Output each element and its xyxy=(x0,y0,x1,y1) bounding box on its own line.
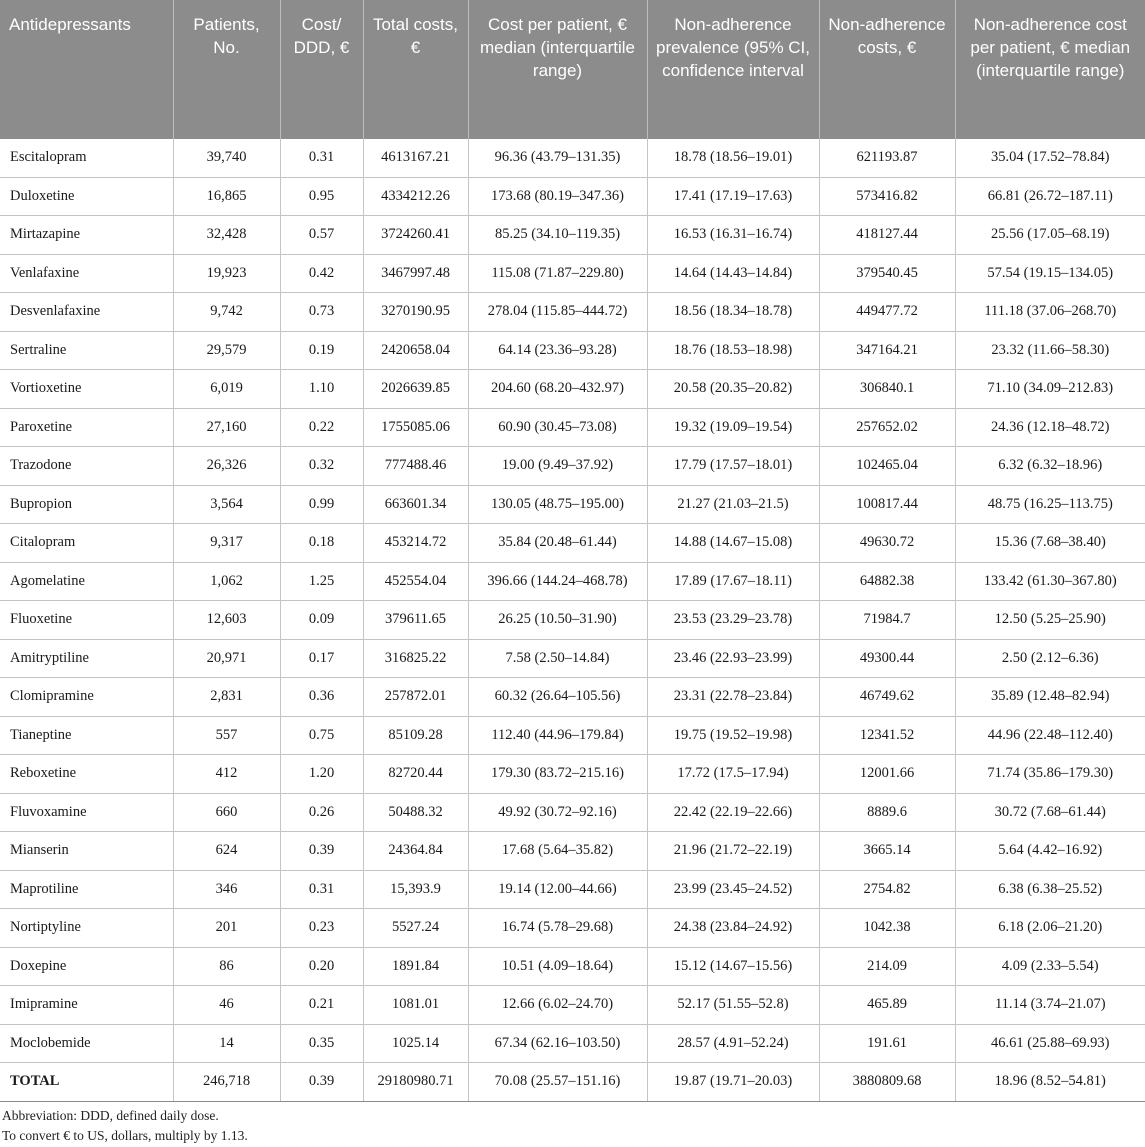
footnote-abbreviation: Abbreviation: DDD, defined daily dose. xyxy=(2,1108,219,1123)
non-adherence-costs-cell: 49300.44 xyxy=(819,639,955,678)
non-adherence-costs-cell: 46749.62 xyxy=(819,678,955,717)
prevalence-cell: 18.56 (18.34–18.78) xyxy=(647,293,819,332)
drug-name-cell: Desvenlafaxine xyxy=(0,293,173,332)
table-row xyxy=(0,678,1145,717)
drug-name-cell: Maprotiline xyxy=(0,870,173,909)
table-row xyxy=(0,447,1145,486)
patients-cell: 19,923 xyxy=(173,254,280,293)
col-header-cost-per-ddd: Cost/ DDD, € xyxy=(280,0,363,139)
drug-name-cell: Mirtazapine xyxy=(0,216,173,255)
table-row xyxy=(0,947,1145,986)
non-adherence-costs-cell: 379540.45 xyxy=(819,254,955,293)
non-adherence-cost-per-patient-cell: 48.75 (16.25–113.75) xyxy=(955,485,1145,524)
cost-per-patient-cell: 204.60 (68.20–432.97) xyxy=(468,370,647,409)
cost-per-patient-cell: 26.25 (10.50–31.90) xyxy=(468,601,647,640)
cost-per-patient-cell: 19.14 (12.00–44.66) xyxy=(468,870,647,909)
total-costs-cell: 15,393.9 xyxy=(363,870,468,909)
total-costs-cell: 663601.34 xyxy=(363,485,468,524)
drug-name-cell: TOTAL xyxy=(0,1063,173,1102)
non-adherence-cost-per-patient-cell: 35.04 (17.52–78.84) xyxy=(955,139,1145,177)
cost-per-ddd-cell: 0.73 xyxy=(280,293,363,332)
footnote-conversion: To convert € to US, dollars, multiply by 1.13. xyxy=(2,1128,248,1143)
non-adherence-costs-cell: 1042.38 xyxy=(819,909,955,948)
non-adherence-cost-per-patient-cell: 111.18 (37.06–268.70) xyxy=(955,293,1145,332)
table-row xyxy=(0,216,1145,255)
cost-per-ddd-cell: 0.17 xyxy=(280,639,363,678)
cost-per-ddd-cell: 0.42 xyxy=(280,254,363,293)
non-adherence-costs-cell: 214.09 xyxy=(819,947,955,986)
drug-name-cell: Duloxetine xyxy=(0,177,173,216)
total-costs-cell: 379611.65 xyxy=(363,601,468,640)
table-row xyxy=(0,331,1145,370)
drug-name-cell: Tianeptine xyxy=(0,716,173,755)
table-row xyxy=(0,755,1145,794)
total-costs-cell: 29180980.71 xyxy=(363,1063,468,1102)
prevalence-cell: 17.79 (17.57–18.01) xyxy=(647,447,819,486)
non-adherence-costs-cell: 12001.66 xyxy=(819,755,955,794)
table-row xyxy=(0,139,1145,177)
total-costs-cell: 1081.01 xyxy=(363,986,468,1025)
total-costs-cell: 2026639.85 xyxy=(363,370,468,409)
col-header-antidepressants: Antidepressants xyxy=(0,0,173,139)
patients-cell: 26,326 xyxy=(173,447,280,486)
total-costs-cell: 1025.14 xyxy=(363,1024,468,1063)
cost-per-patient-cell: 12.66 (6.02–24.70) xyxy=(468,986,647,1025)
cost-per-patient-cell: 115.08 (71.87–229.80) xyxy=(468,254,647,293)
prevalence-cell: 21.96 (21.72–22.19) xyxy=(647,832,819,871)
cost-per-ddd-cell: 0.20 xyxy=(280,947,363,986)
non-adherence-costs-cell: 2754.82 xyxy=(819,870,955,909)
non-adherence-costs-cell: 12341.52 xyxy=(819,716,955,755)
total-costs-cell: 2420658.04 xyxy=(363,331,468,370)
patients-cell: 557 xyxy=(173,716,280,755)
drug-name-cell: Fluvoxamine xyxy=(0,793,173,832)
cost-per-ddd-cell: 0.99 xyxy=(280,485,363,524)
prevalence-cell: 17.89 (17.67–18.11) xyxy=(647,562,819,601)
cost-per-ddd-cell: 0.35 xyxy=(280,1024,363,1063)
prevalence-cell: 23.46 (22.93–23.99) xyxy=(647,639,819,678)
non-adherence-costs-cell: 64882.38 xyxy=(819,562,955,601)
drug-name-cell: Paroxetine xyxy=(0,408,173,447)
prevalence-cell: 24.38 (23.84–24.92) xyxy=(647,909,819,948)
prevalence-cell: 28.57 (4.91–52.24) xyxy=(647,1024,819,1063)
drug-name-cell: Vortioxetine xyxy=(0,370,173,409)
non-adherence-costs-cell: 3665.14 xyxy=(819,832,955,871)
total-row xyxy=(0,1063,1145,1102)
col-header-non-adherence-costs: Non-adherence costs, € xyxy=(819,0,955,139)
drug-name-cell: Moclobemide xyxy=(0,1024,173,1063)
patients-cell: 12,603 xyxy=(173,601,280,640)
cost-per-patient-cell: 396.66 (144.24–468.78) xyxy=(468,562,647,601)
table-row xyxy=(0,562,1145,601)
non-adherence-cost-per-patient-cell: 23.32 (11.66–58.30) xyxy=(955,331,1145,370)
non-adherence-costs-cell: 418127.44 xyxy=(819,216,955,255)
patients-cell: 346 xyxy=(173,870,280,909)
patients-cell: 9,742 xyxy=(173,293,280,332)
non-adherence-costs-cell: 347164.21 xyxy=(819,331,955,370)
table-row xyxy=(0,177,1145,216)
non-adherence-cost-per-patient-cell: 25.56 (17.05–68.19) xyxy=(955,216,1145,255)
total-costs-cell: 316825.22 xyxy=(363,639,468,678)
cost-per-ddd-cell: 0.09 xyxy=(280,601,363,640)
non-adherence-cost-per-patient-cell: 5.64 (4.42–16.92) xyxy=(955,832,1145,871)
cost-per-patient-cell: 112.40 (44.96–179.84) xyxy=(468,716,647,755)
patients-cell: 2,831 xyxy=(173,678,280,717)
cost-per-ddd-cell: 0.57 xyxy=(280,216,363,255)
drug-name-cell: Mianserin xyxy=(0,832,173,871)
total-costs-cell: 82720.44 xyxy=(363,755,468,794)
prevalence-cell: 21.27 (21.03–21.5) xyxy=(647,485,819,524)
header-row xyxy=(0,0,1145,139)
patients-cell: 14 xyxy=(173,1024,280,1063)
prevalence-cell: 15.12 (14.67–15.56) xyxy=(647,947,819,986)
non-adherence-costs-cell: 306840.1 xyxy=(819,370,955,409)
patients-cell: 246,718 xyxy=(173,1063,280,1102)
non-adherence-costs-cell: 573416.82 xyxy=(819,177,955,216)
cost-per-patient-cell: 70.08 (25.57–151.16) xyxy=(468,1063,647,1102)
drug-name-cell: Sertraline xyxy=(0,331,173,370)
non-adherence-cost-per-patient-cell: 66.81 (26.72–187.11) xyxy=(955,177,1145,216)
cost-per-patient-cell: 179.30 (83.72–215.16) xyxy=(468,755,647,794)
cost-per-patient-cell: 49.92 (30.72–92.16) xyxy=(468,793,647,832)
non-adherence-cost-per-patient-cell: 30.72 (7.68–61.44) xyxy=(955,793,1145,832)
prevalence-cell: 17.41 (17.19–17.63) xyxy=(647,177,819,216)
cost-per-patient-cell: 64.14 (23.36–93.28) xyxy=(468,331,647,370)
cost-per-ddd-cell: 1.25 xyxy=(280,562,363,601)
non-adherence-cost-per-patient-cell: 71.74 (35.86–179.30) xyxy=(955,755,1145,794)
table-row xyxy=(0,870,1145,909)
patients-cell: 9,317 xyxy=(173,524,280,563)
prevalence-cell: 23.31 (22.78–23.84) xyxy=(647,678,819,717)
cost-per-ddd-cell: 0.36 xyxy=(280,678,363,717)
col-header-non-adherence-prevalence: Non-adherence prevalence (95% CI, confidence interval xyxy=(647,0,819,139)
col-header-non-adherence-cost-per-patient: Non-adherence cost per patient, € median (interquartile range) xyxy=(955,0,1145,139)
cost-per-ddd-cell: 0.39 xyxy=(280,832,363,871)
patients-cell: 6,019 xyxy=(173,370,280,409)
total-costs-cell: 50488.32 xyxy=(363,793,468,832)
non-adherence-costs-cell: 449477.72 xyxy=(819,293,955,332)
non-adherence-cost-per-patient-cell: 24.36 (12.18–48.72) xyxy=(955,408,1145,447)
non-adherence-cost-per-patient-cell: 46.61 (25.88–69.93) xyxy=(955,1024,1145,1063)
cost-per-ddd-cell: 0.22 xyxy=(280,408,363,447)
patients-cell: 32,428 xyxy=(173,216,280,255)
non-adherence-cost-per-patient-cell: 35.89 (12.48–82.94) xyxy=(955,678,1145,717)
drug-name-cell: Venlafaxine xyxy=(0,254,173,293)
patients-cell: 3,564 xyxy=(173,485,280,524)
cost-per-ddd-cell: 0.26 xyxy=(280,793,363,832)
total-costs-cell: 4613167.21 xyxy=(363,139,468,177)
cost-per-patient-cell: 10.51 (4.09–18.64) xyxy=(468,947,647,986)
drug-name-cell: Fluoxetine xyxy=(0,601,173,640)
non-adherence-costs-cell: 71984.7 xyxy=(819,601,955,640)
prevalence-cell: 18.76 (18.53–18.98) xyxy=(647,331,819,370)
cost-per-patient-cell: 16.74 (5.78–29.68) xyxy=(468,909,647,948)
non-adherence-costs-cell: 3880809.68 xyxy=(819,1063,955,1102)
prevalence-cell: 23.53 (23.29–23.78) xyxy=(647,601,819,640)
patients-cell: 20,971 xyxy=(173,639,280,678)
non-adherence-cost-per-patient-cell: 57.54 (19.15–134.05) xyxy=(955,254,1145,293)
drug-name-cell: Escitalopram xyxy=(0,139,173,177)
patients-cell: 86 xyxy=(173,947,280,986)
cost-per-patient-cell: 60.90 (30.45–73.08) xyxy=(468,408,647,447)
patients-cell: 201 xyxy=(173,909,280,948)
table-row xyxy=(0,524,1145,563)
prevalence-cell: 23.99 (23.45–24.52) xyxy=(647,870,819,909)
cost-per-patient-cell: 85.25 (34.10–119.35) xyxy=(468,216,647,255)
table-row xyxy=(0,639,1145,678)
table-row xyxy=(0,832,1145,871)
non-adherence-cost-per-patient-cell: 6.18 (2.06–21.20) xyxy=(955,909,1145,948)
non-adherence-costs-cell: 102465.04 xyxy=(819,447,955,486)
drug-name-cell: Trazodone xyxy=(0,447,173,486)
prevalence-cell: 17.72 (17.5–17.94) xyxy=(647,755,819,794)
prevalence-cell: 18.78 (18.56–19.01) xyxy=(647,139,819,177)
non-adherence-costs-cell: 100817.44 xyxy=(819,485,955,524)
non-adherence-costs-cell: 257652.02 xyxy=(819,408,955,447)
non-adherence-cost-per-patient-cell: 71.10 (34.09–212.83) xyxy=(955,370,1145,409)
cost-per-patient-cell: 67.34 (62.16–103.50) xyxy=(468,1024,647,1063)
cost-per-ddd-cell: 1.20 xyxy=(280,755,363,794)
cost-per-ddd-cell: 0.32 xyxy=(280,447,363,486)
prevalence-cell: 14.88 (14.67–15.08) xyxy=(647,524,819,563)
cost-per-ddd-cell: 0.31 xyxy=(280,139,363,177)
prevalence-cell: 16.53 (16.31–16.74) xyxy=(647,216,819,255)
non-adherence-cost-per-patient-cell: 18.96 (8.52–54.81) xyxy=(955,1063,1145,1102)
total-costs-cell: 257872.01 xyxy=(363,678,468,717)
cost-per-patient-cell: 96.36 (43.79–131.35) xyxy=(468,139,647,177)
cost-per-ddd-cell: 0.18 xyxy=(280,524,363,563)
drug-name-cell: Amitryptiline xyxy=(0,639,173,678)
cost-per-patient-cell: 19.00 (9.49–37.92) xyxy=(468,447,647,486)
total-costs-cell: 4334212.26 xyxy=(363,177,468,216)
patients-cell: 29,579 xyxy=(173,331,280,370)
patients-cell: 16,865 xyxy=(173,177,280,216)
prevalence-cell: 19.87 (19.71–20.03) xyxy=(647,1063,819,1102)
total-costs-cell: 5527.24 xyxy=(363,909,468,948)
table-row xyxy=(0,370,1145,409)
prevalence-cell: 22.42 (22.19–22.66) xyxy=(647,793,819,832)
col-header-cost-per-patient: Cost per patient, € median (interquartile range) xyxy=(468,0,647,139)
drug-name-cell: Nortiptyline xyxy=(0,909,173,948)
drug-name-cell: Clomipramine xyxy=(0,678,173,717)
drug-name-cell: Bupropion xyxy=(0,485,173,524)
cost-per-patient-cell: 130.05 (48.75–195.00) xyxy=(468,485,647,524)
cost-per-ddd-cell: 1.10 xyxy=(280,370,363,409)
total-costs-cell: 1891.84 xyxy=(363,947,468,986)
non-adherence-cost-per-patient-cell: 44.96 (22.48–112.40) xyxy=(955,716,1145,755)
cost-per-patient-cell: 17.68 (5.64–35.82) xyxy=(468,832,647,871)
cost-per-ddd-cell: 0.31 xyxy=(280,870,363,909)
total-costs-cell: 453214.72 xyxy=(363,524,468,563)
table-row xyxy=(0,293,1145,332)
prevalence-cell: 20.58 (20.35–20.82) xyxy=(647,370,819,409)
non-adherence-cost-per-patient-cell: 12.50 (5.25–25.90) xyxy=(955,601,1145,640)
non-adherence-costs-cell: 621193.87 xyxy=(819,139,955,177)
cost-per-ddd-cell: 0.19 xyxy=(280,331,363,370)
drug-name-cell: Citalopram xyxy=(0,524,173,563)
col-header-patients: Patients, No. xyxy=(173,0,280,139)
table-row xyxy=(0,986,1145,1025)
table-row xyxy=(0,1024,1145,1063)
cost-per-ddd-cell: 0.39 xyxy=(280,1063,363,1102)
cost-per-patient-cell: 7.58 (2.50–14.84) xyxy=(468,639,647,678)
prevalence-cell: 19.32 (19.09–19.54) xyxy=(647,408,819,447)
total-costs-cell: 3467997.48 xyxy=(363,254,468,293)
total-costs-cell: 24364.84 xyxy=(363,832,468,871)
non-adherence-cost-per-patient-cell: 15.36 (7.68–38.40) xyxy=(955,524,1145,563)
total-costs-cell: 1755085.06 xyxy=(363,408,468,447)
drug-name-cell: Doxepine xyxy=(0,947,173,986)
patients-cell: 660 xyxy=(173,793,280,832)
non-adherence-costs-cell: 8889.6 xyxy=(819,793,955,832)
patients-cell: 412 xyxy=(173,755,280,794)
non-adherence-cost-per-patient-cell: 133.42 (61.30–367.80) xyxy=(955,562,1145,601)
cost-per-patient-cell: 173.68 (80.19–347.36) xyxy=(468,177,647,216)
non-adherence-cost-per-patient-cell: 4.09 (2.33–5.54) xyxy=(955,947,1145,986)
total-costs-cell: 452554.04 xyxy=(363,562,468,601)
total-costs-cell: 3270190.95 xyxy=(363,293,468,332)
col-header-total-costs: Total costs, € xyxy=(363,0,468,139)
table-row xyxy=(0,485,1145,524)
non-adherence-cost-per-patient-cell: 6.38 (6.38–25.52) xyxy=(955,870,1145,909)
table-row xyxy=(0,254,1145,293)
non-adherence-costs-cell: 465.89 xyxy=(819,986,955,1025)
prevalence-cell: 52.17 (51.55–52.8) xyxy=(647,986,819,1025)
cost-per-ddd-cell: 0.21 xyxy=(280,986,363,1025)
drug-name-cell: Imipramine xyxy=(0,986,173,1025)
prevalence-cell: 19.75 (19.52–19.98) xyxy=(647,716,819,755)
non-adherence-cost-per-patient-cell: 2.50 (2.12–6.36) xyxy=(955,639,1145,678)
patients-cell: 46 xyxy=(173,986,280,1025)
non-adherence-cost-per-patient-cell: 11.14 (3.74–21.07) xyxy=(955,986,1145,1025)
drug-name-cell: Reboxetine xyxy=(0,755,173,794)
patients-cell: 1,062 xyxy=(173,562,280,601)
patients-cell: 27,160 xyxy=(173,408,280,447)
cost-per-patient-cell: 35.84 (20.48–61.44) xyxy=(468,524,647,563)
patients-cell: 624 xyxy=(173,832,280,871)
cost-per-patient-cell: 60.32 (26.64–105.56) xyxy=(468,678,647,717)
non-adherence-costs-cell: 49630.72 xyxy=(819,524,955,563)
non-adherence-cost-per-patient-cell: 6.32 (6.32–18.96) xyxy=(955,447,1145,486)
patients-cell: 39,740 xyxy=(173,139,280,177)
total-costs-cell: 3724260.41 xyxy=(363,216,468,255)
table-row xyxy=(0,793,1145,832)
cost-per-patient-cell: 278.04 (115.85–444.72) xyxy=(468,293,647,332)
non-adherence-costs-cell: 191.61 xyxy=(819,1024,955,1063)
cost-per-ddd-cell: 0.23 xyxy=(280,909,363,948)
total-costs-cell: 777488.46 xyxy=(363,447,468,486)
cost-per-ddd-cell: 0.95 xyxy=(280,177,363,216)
total-costs-cell: 85109.28 xyxy=(363,716,468,755)
drug-name-cell: Agomelatine xyxy=(0,562,173,601)
table-row xyxy=(0,601,1145,640)
table-row xyxy=(0,408,1145,447)
cost-per-ddd-cell: 0.75 xyxy=(280,716,363,755)
table-row xyxy=(0,909,1145,948)
prevalence-cell: 14.64 (14.43–14.84) xyxy=(647,254,819,293)
table-body xyxy=(0,139,1145,1101)
table-row xyxy=(0,716,1145,755)
